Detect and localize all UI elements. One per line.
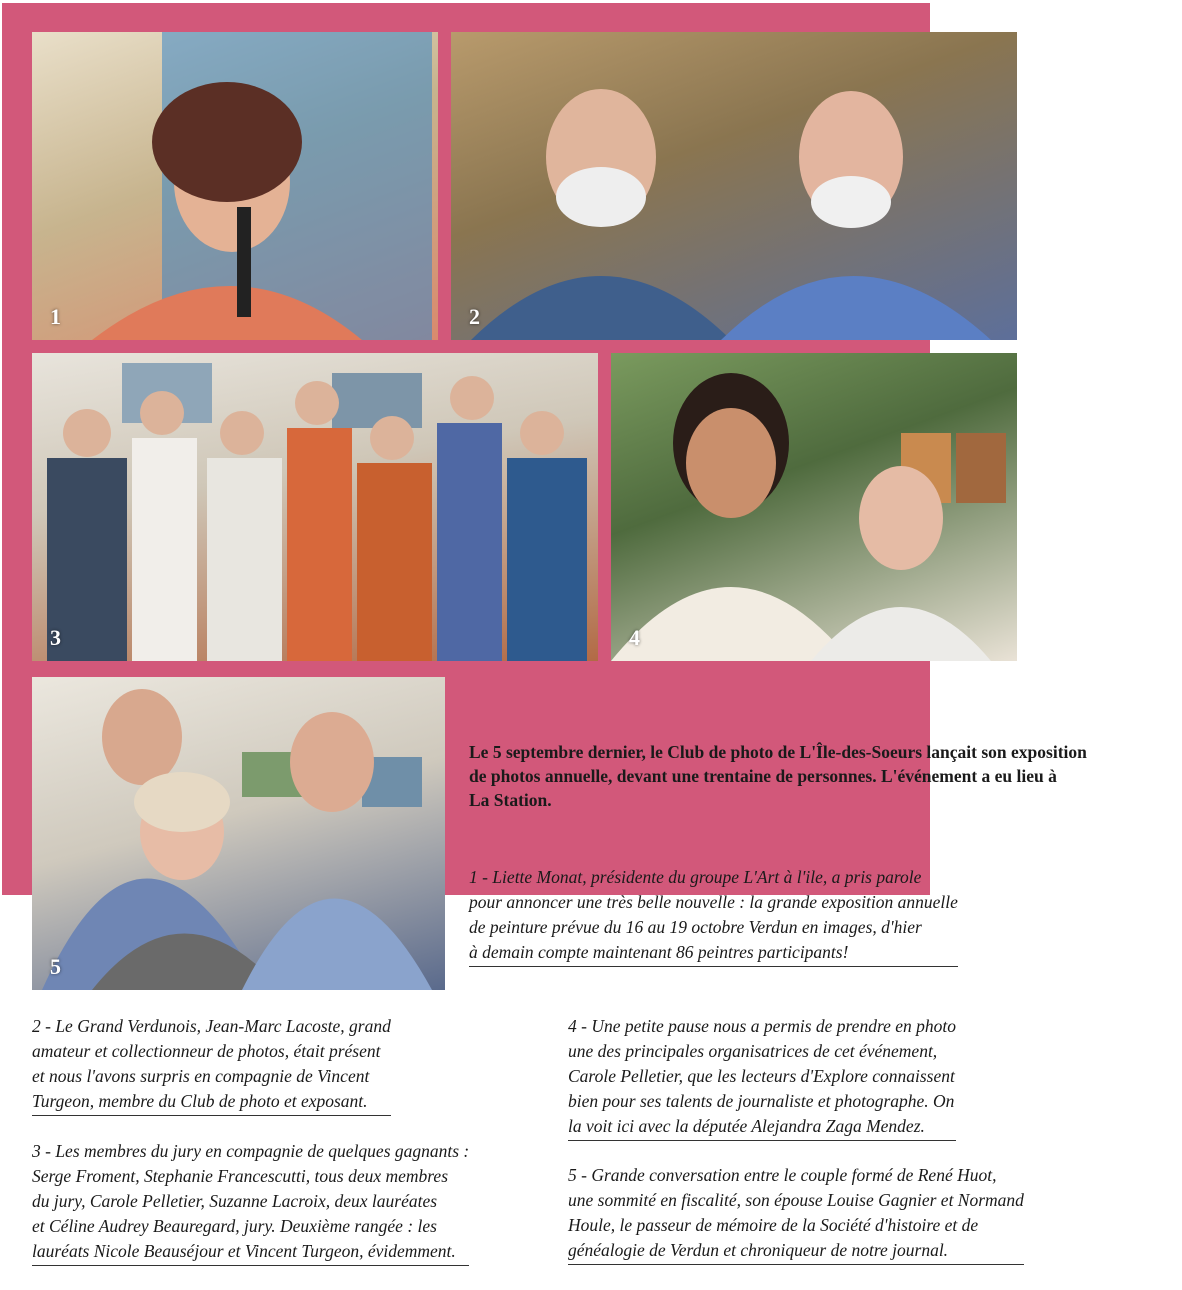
- caption-photo-1: [469, 865, 958, 967]
- caption-line: 1 - Liette Monat, présidente du groupe L'Art à l'ile, a pris parole: [469, 867, 922, 887]
- caption-line: Turgeon, membre du Club de photo et exposant.: [32, 1089, 391, 1116]
- caption-line: Serge Froment, Stephanie Francescutti, tous deux membres: [32, 1166, 449, 1186]
- photo-4-two-women: [611, 353, 1017, 661]
- caption-line: 4 - Une petite pause nous a permis de prendre en photo: [568, 1016, 957, 1036]
- caption-line: et nous l'avons surpris en compagnie de Vincent: [32, 1066, 370, 1086]
- caption-line: Carole Pelletier, que les lecteurs d'Explore connaissent: [568, 1066, 955, 1086]
- caption-photo-2: [32, 1014, 391, 1116]
- photo-5-illustration: [32, 677, 445, 990]
- caption-photo-3: [32, 1139, 469, 1266]
- caption-line: de peinture prévue du 16 au 19 octobre Verdun en images, d'hier: [469, 917, 922, 937]
- caption-line: une sommité en fiscalité, son épouse Louise Gagnier et Normand: [568, 1190, 1024, 1210]
- photo-4-illustration: [611, 353, 1017, 661]
- caption-line: et Céline Audrey Beauregard, jury. Deuxième rangée : les: [32, 1216, 437, 1236]
- photo-1-illustration: [32, 32, 438, 340]
- caption-line: du jury, Carole Pelletier, Suzanne Lacroix, deux lauréates: [32, 1191, 438, 1211]
- photo-1-speaker-with-microphone: [32, 32, 438, 340]
- photo-3-illustration: [32, 353, 598, 661]
- photo-4-number: 4: [629, 625, 640, 650]
- caption-line: 5 - Grande conversation entre le couple formé de René Huot,: [568, 1165, 997, 1185]
- caption-line: lauréats Nicole Beauséjour et Vincent Turgeon, évidemment.: [32, 1239, 469, 1266]
- intro-line: Le 5 septembre dernier, le Club de photo de L'Île-des-Soeurs lançait son exposition: [469, 742, 1087, 762]
- caption-line: Houle, le passeur de mémoire de la Société d'histoire et de: [568, 1215, 979, 1235]
- photo-2-number: 2: [469, 304, 480, 329]
- caption-line: bien pour ses talents de journaliste et photographe. On: [568, 1091, 955, 1111]
- photo-3-jury-group: [32, 353, 598, 661]
- photo-5-number: 5: [50, 954, 61, 979]
- caption-line: généalogie de Verdun et chroniqueur de notre journal.: [568, 1238, 1024, 1265]
- caption-photo-5: [568, 1163, 1024, 1265]
- intro-line: La Station.: [469, 790, 552, 810]
- intro-paragraph: [469, 740, 1169, 812]
- photo-5-three-people: [32, 677, 445, 990]
- caption-line: une des principales organisatrices de cet événement,: [568, 1041, 938, 1061]
- photo-1-number: 1: [50, 304, 61, 329]
- caption-line: 3 - Les membres du jury en compagnie de quelques gagnants :: [32, 1141, 470, 1161]
- caption-line: la voit ici avec la députée Alejandra Zaga Mendez.: [568, 1114, 956, 1141]
- photo-2-illustration: [451, 32, 1017, 340]
- photo-3-number: 3: [50, 625, 61, 650]
- caption-line: amateur et collectionneur de photos, était présent: [32, 1041, 381, 1061]
- photo-2-two-men: [451, 32, 1017, 340]
- caption-line: pour annoncer une très belle nouvelle : la grande exposition annuelle: [469, 892, 958, 912]
- caption-line: à demain compte maintenant 86 peintres participants!: [469, 940, 958, 967]
- caption-photo-4: [568, 1014, 956, 1141]
- caption-line: 2 - Le Grand Verdunois, Jean-Marc Lacoste, grand: [32, 1016, 391, 1036]
- intro-line: de photos annuelle, devant une trentaine de personnes. L'événement a eu lieu à: [469, 766, 1057, 786]
